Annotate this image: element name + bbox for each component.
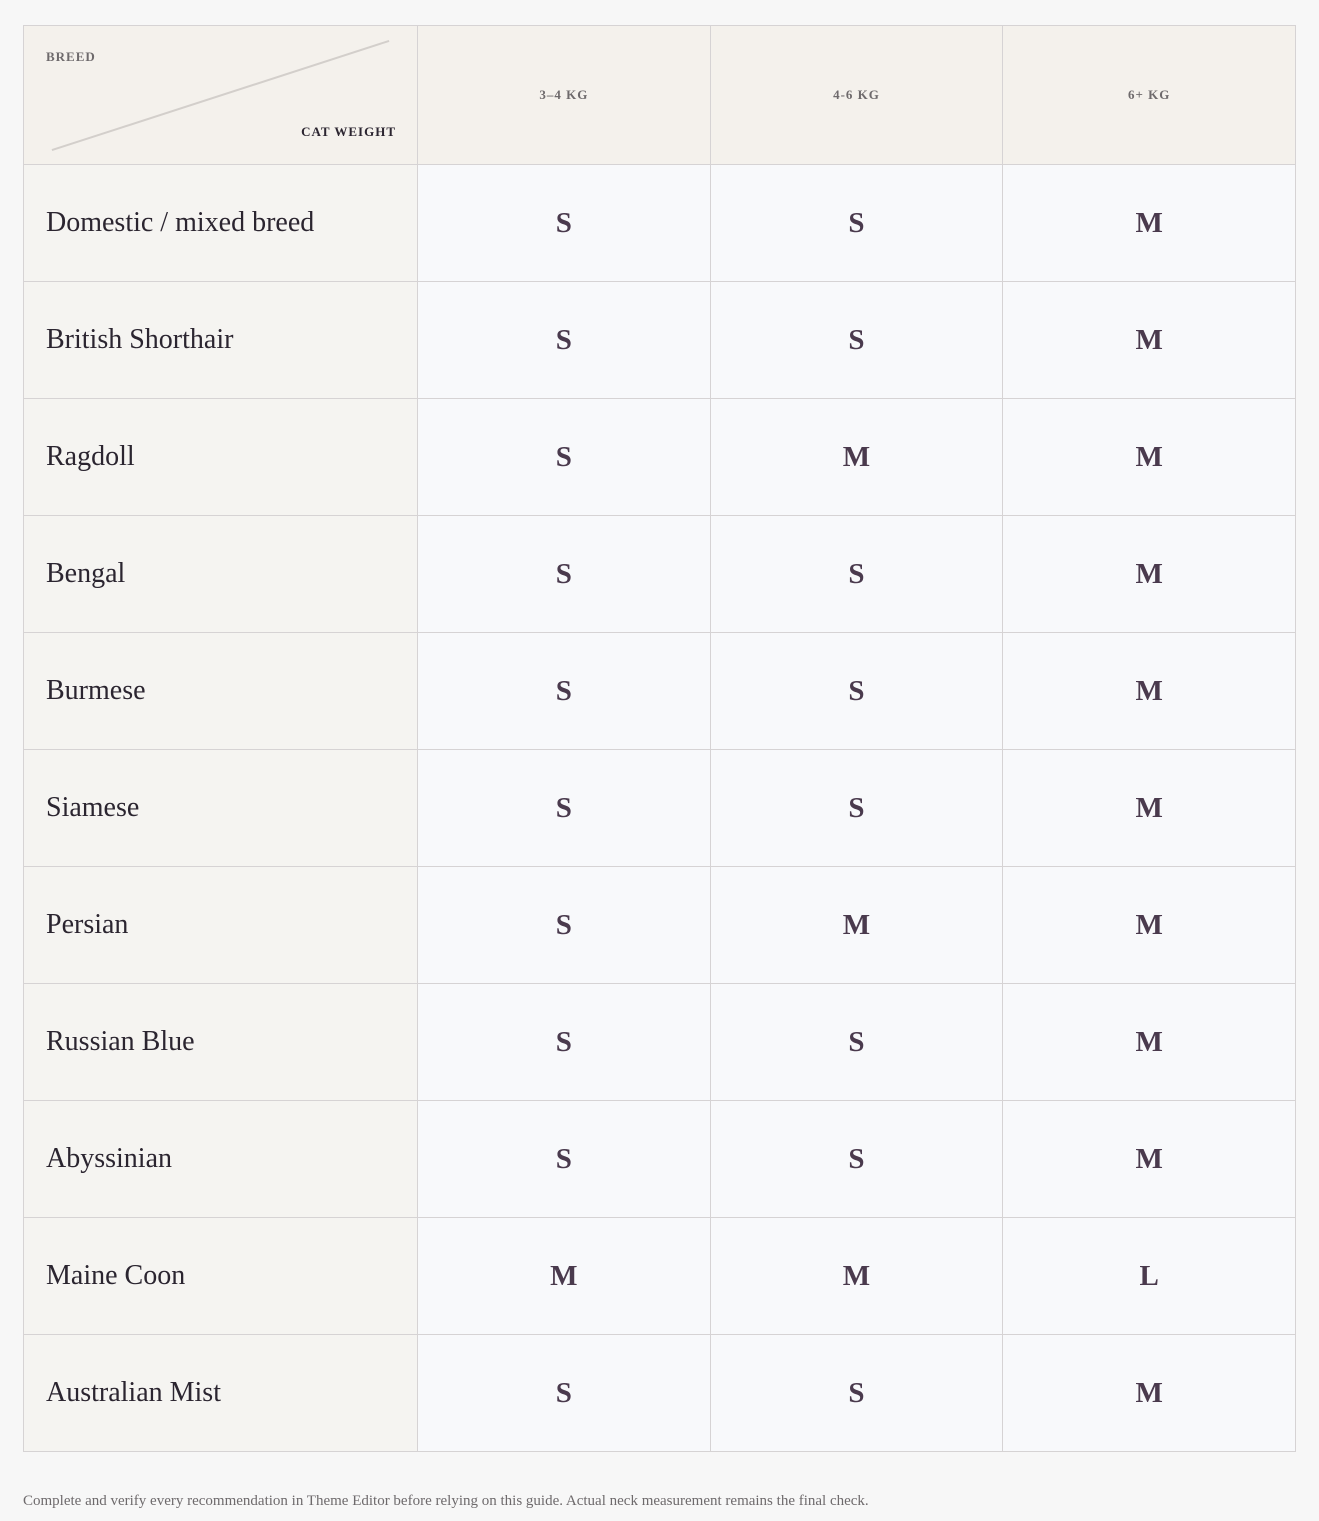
table-row bbox=[24, 282, 1296, 399]
cat-weight-axis-label: CAT WEIGHT bbox=[301, 124, 396, 139]
footnote: Complete and verify every recommendation in Theme Editor before relying on this guide. Actual neck measurement remains the final check. bbox=[23, 1493, 869, 1509]
table-header-row bbox=[24, 26, 1296, 165]
weight-column-header: 6+ KG bbox=[1003, 26, 1296, 165]
weight-column-header: 3–4 KG bbox=[418, 26, 711, 165]
table-row bbox=[24, 984, 1296, 1101]
table-row bbox=[24, 750, 1296, 867]
breed-name-cell: Australian Mist bbox=[24, 1335, 418, 1452]
size-cell: M bbox=[1003, 1335, 1296, 1452]
breed-name-cell: Siamese bbox=[24, 750, 418, 867]
size-cell: M bbox=[1003, 399, 1296, 516]
breed-name-cell: Ragdoll bbox=[24, 399, 418, 516]
breed-name-cell: Bengal bbox=[24, 516, 418, 633]
table-row bbox=[24, 1101, 1296, 1218]
size-cell: S bbox=[710, 165, 1003, 282]
size-cell: M bbox=[1003, 633, 1296, 750]
size-guide-table bbox=[23, 25, 1296, 1452]
size-cell: M bbox=[1003, 1101, 1296, 1218]
table-row bbox=[24, 867, 1296, 984]
breed-name-cell: Maine Coon bbox=[24, 1218, 418, 1335]
size-cell: S bbox=[418, 750, 711, 867]
breed-name-cell: British Shorthair bbox=[24, 282, 418, 399]
size-cell: M bbox=[710, 867, 1003, 984]
size-cell: S bbox=[710, 750, 1003, 867]
size-cell: M bbox=[418, 1218, 711, 1335]
size-cell: M bbox=[1003, 867, 1296, 984]
table-row bbox=[24, 1218, 1296, 1335]
size-cell: S bbox=[710, 1101, 1003, 1218]
size-cell: S bbox=[710, 1335, 1003, 1452]
size-cell: S bbox=[710, 633, 1003, 750]
diagonal-divider bbox=[24, 26, 417, 164]
size-cell: M bbox=[710, 1218, 1003, 1335]
size-cell: S bbox=[418, 399, 711, 516]
size-cell: S bbox=[710, 516, 1003, 633]
size-cell: S bbox=[418, 1101, 711, 1218]
breed-name-cell: Abyssinian bbox=[24, 1101, 418, 1218]
breed-name-cell: Persian bbox=[24, 867, 418, 984]
size-cell: S bbox=[710, 984, 1003, 1101]
size-cell: S bbox=[418, 165, 711, 282]
table-row bbox=[24, 399, 1296, 516]
size-cell: S bbox=[418, 1335, 711, 1452]
weight-column-header: 4-6 KG bbox=[710, 26, 1003, 165]
breed-name-cell: Domestic / mixed breed bbox=[24, 165, 418, 282]
size-cell: S bbox=[418, 633, 711, 750]
table-row bbox=[24, 165, 1296, 282]
size-cell: M bbox=[1003, 165, 1296, 282]
size-cell: M bbox=[1003, 984, 1296, 1101]
size-cell: S bbox=[418, 984, 711, 1101]
size-cell: S bbox=[418, 867, 711, 984]
table-row bbox=[24, 1335, 1296, 1452]
size-cell: L bbox=[1003, 1218, 1296, 1335]
size-cell: M bbox=[1003, 516, 1296, 633]
size-cell: S bbox=[710, 282, 1003, 399]
breed-name-cell: Burmese bbox=[24, 633, 418, 750]
size-cell: M bbox=[1003, 282, 1296, 399]
size-cell: S bbox=[418, 516, 711, 633]
table-row bbox=[24, 633, 1296, 750]
size-cell: M bbox=[710, 399, 1003, 516]
breed-name-cell: Russian Blue bbox=[24, 984, 418, 1101]
corner-header-cell bbox=[24, 26, 418, 165]
size-cell: S bbox=[418, 282, 711, 399]
size-cell: M bbox=[1003, 750, 1296, 867]
breed-axis-label: BREED bbox=[46, 49, 96, 64]
table-row bbox=[24, 516, 1296, 633]
